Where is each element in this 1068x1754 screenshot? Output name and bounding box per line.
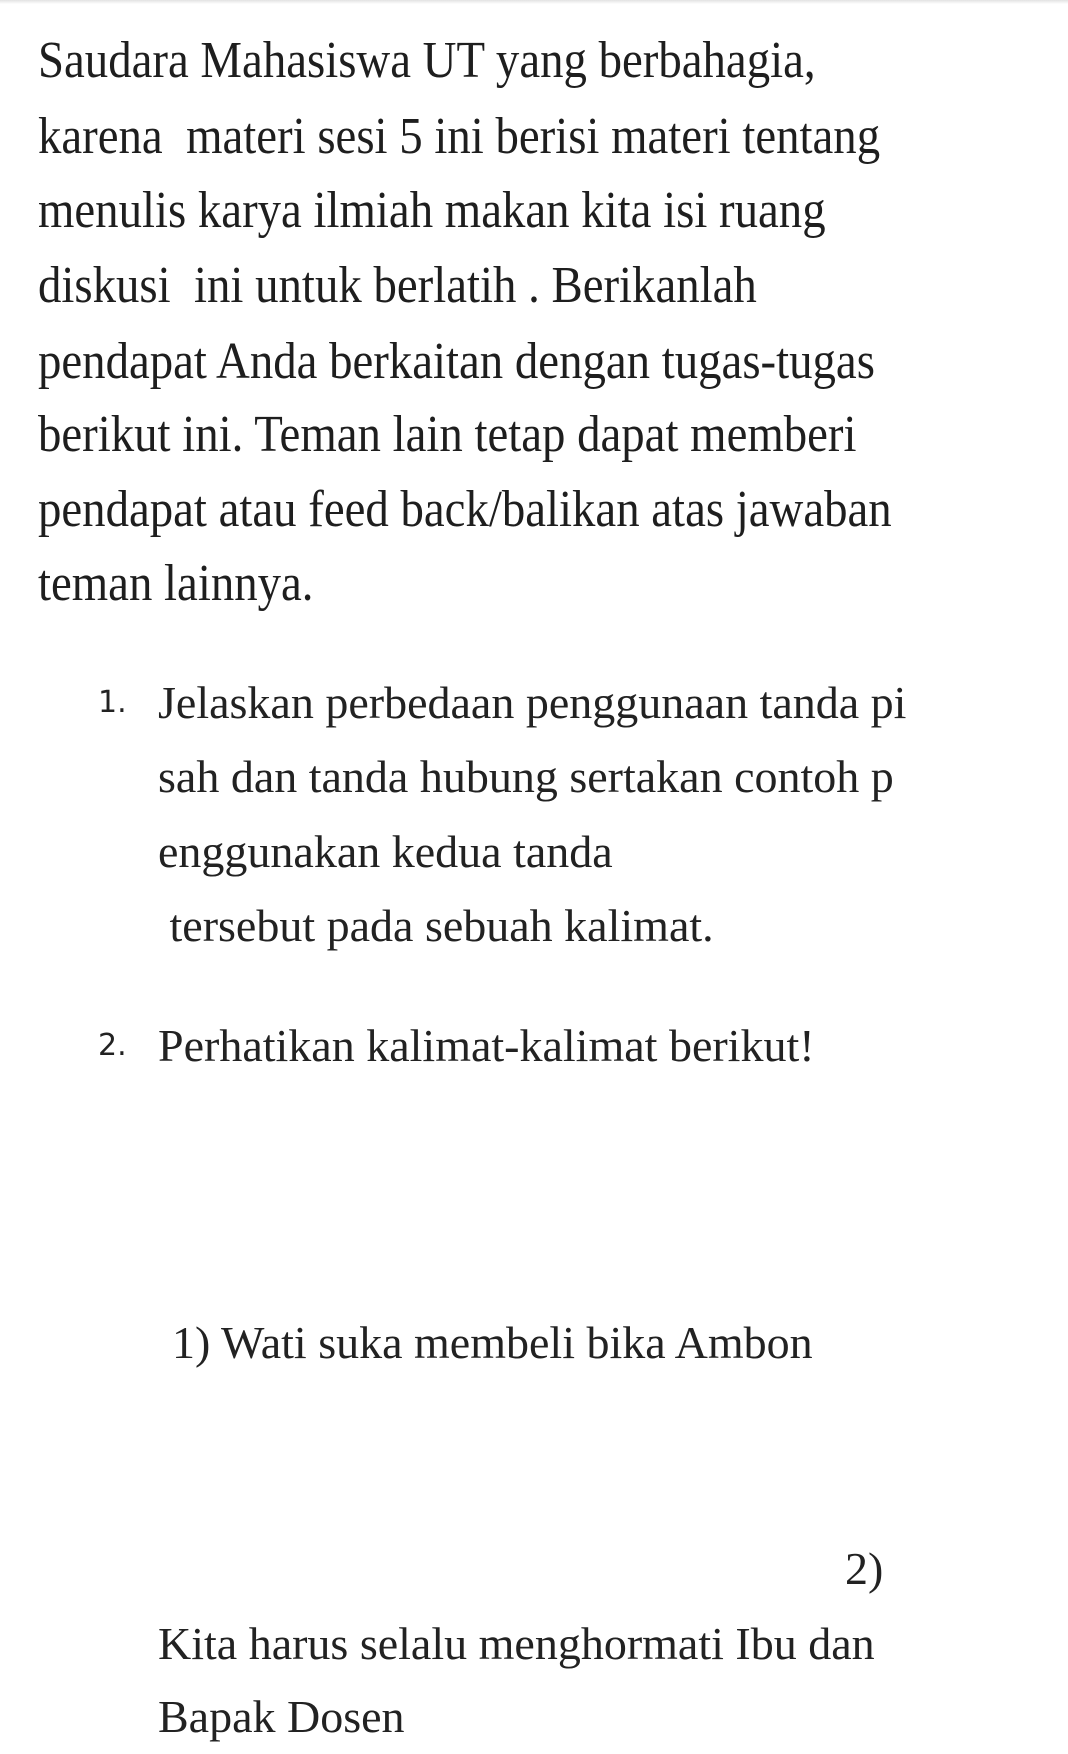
list-number: 1. bbox=[98, 685, 127, 720]
task-line: Perhatikan kalimat-kalimat berikut! bbox=[158, 1020, 815, 1071]
intro-line: karena materi sesi 5 ini berisi materi tentang bbox=[38, 108, 881, 165]
sentence-2-line: Kita harus selalu menghormati Ibu dan bbox=[158, 1618, 875, 1669]
sentence-2-number: 2) bbox=[845, 1543, 884, 1594]
list-number: 2. bbox=[98, 1028, 127, 1063]
intro-line: Saudara Mahasiswa UT yang berbahagia, bbox=[38, 32, 816, 89]
task-line: tersebut pada sebuah kalimat. bbox=[158, 900, 714, 951]
intro-line: diskusi ini untuk berlatih . Berikanlah bbox=[38, 257, 757, 314]
task-line: Jelaskan perbedaan penggunaan tanda pi bbox=[158, 677, 907, 728]
sentence-2-line: Bapak Dosen bbox=[158, 1691, 405, 1742]
intro-line: teman lainnya. bbox=[38, 555, 314, 612]
intro-line: berikut ini. Teman lain tetap dapat memberi bbox=[38, 406, 857, 463]
task-line: sah dan tanda hubung sertakan contoh p bbox=[158, 751, 894, 802]
sentence-1: 1) Wati suka membeli bika Ambon bbox=[172, 1317, 813, 1368]
top-edge-divider bbox=[0, 0, 1068, 4]
intro-line: pendapat Anda berkaitan dengan tugas-tugas bbox=[38, 333, 875, 390]
task-line: enggunakan kedua tanda bbox=[158, 826, 613, 877]
intro-line: menulis karya ilmiah makan kita isi ruang bbox=[38, 182, 826, 239]
intro-line: pendapat atau feed back/balikan atas jawaban bbox=[38, 481, 892, 538]
